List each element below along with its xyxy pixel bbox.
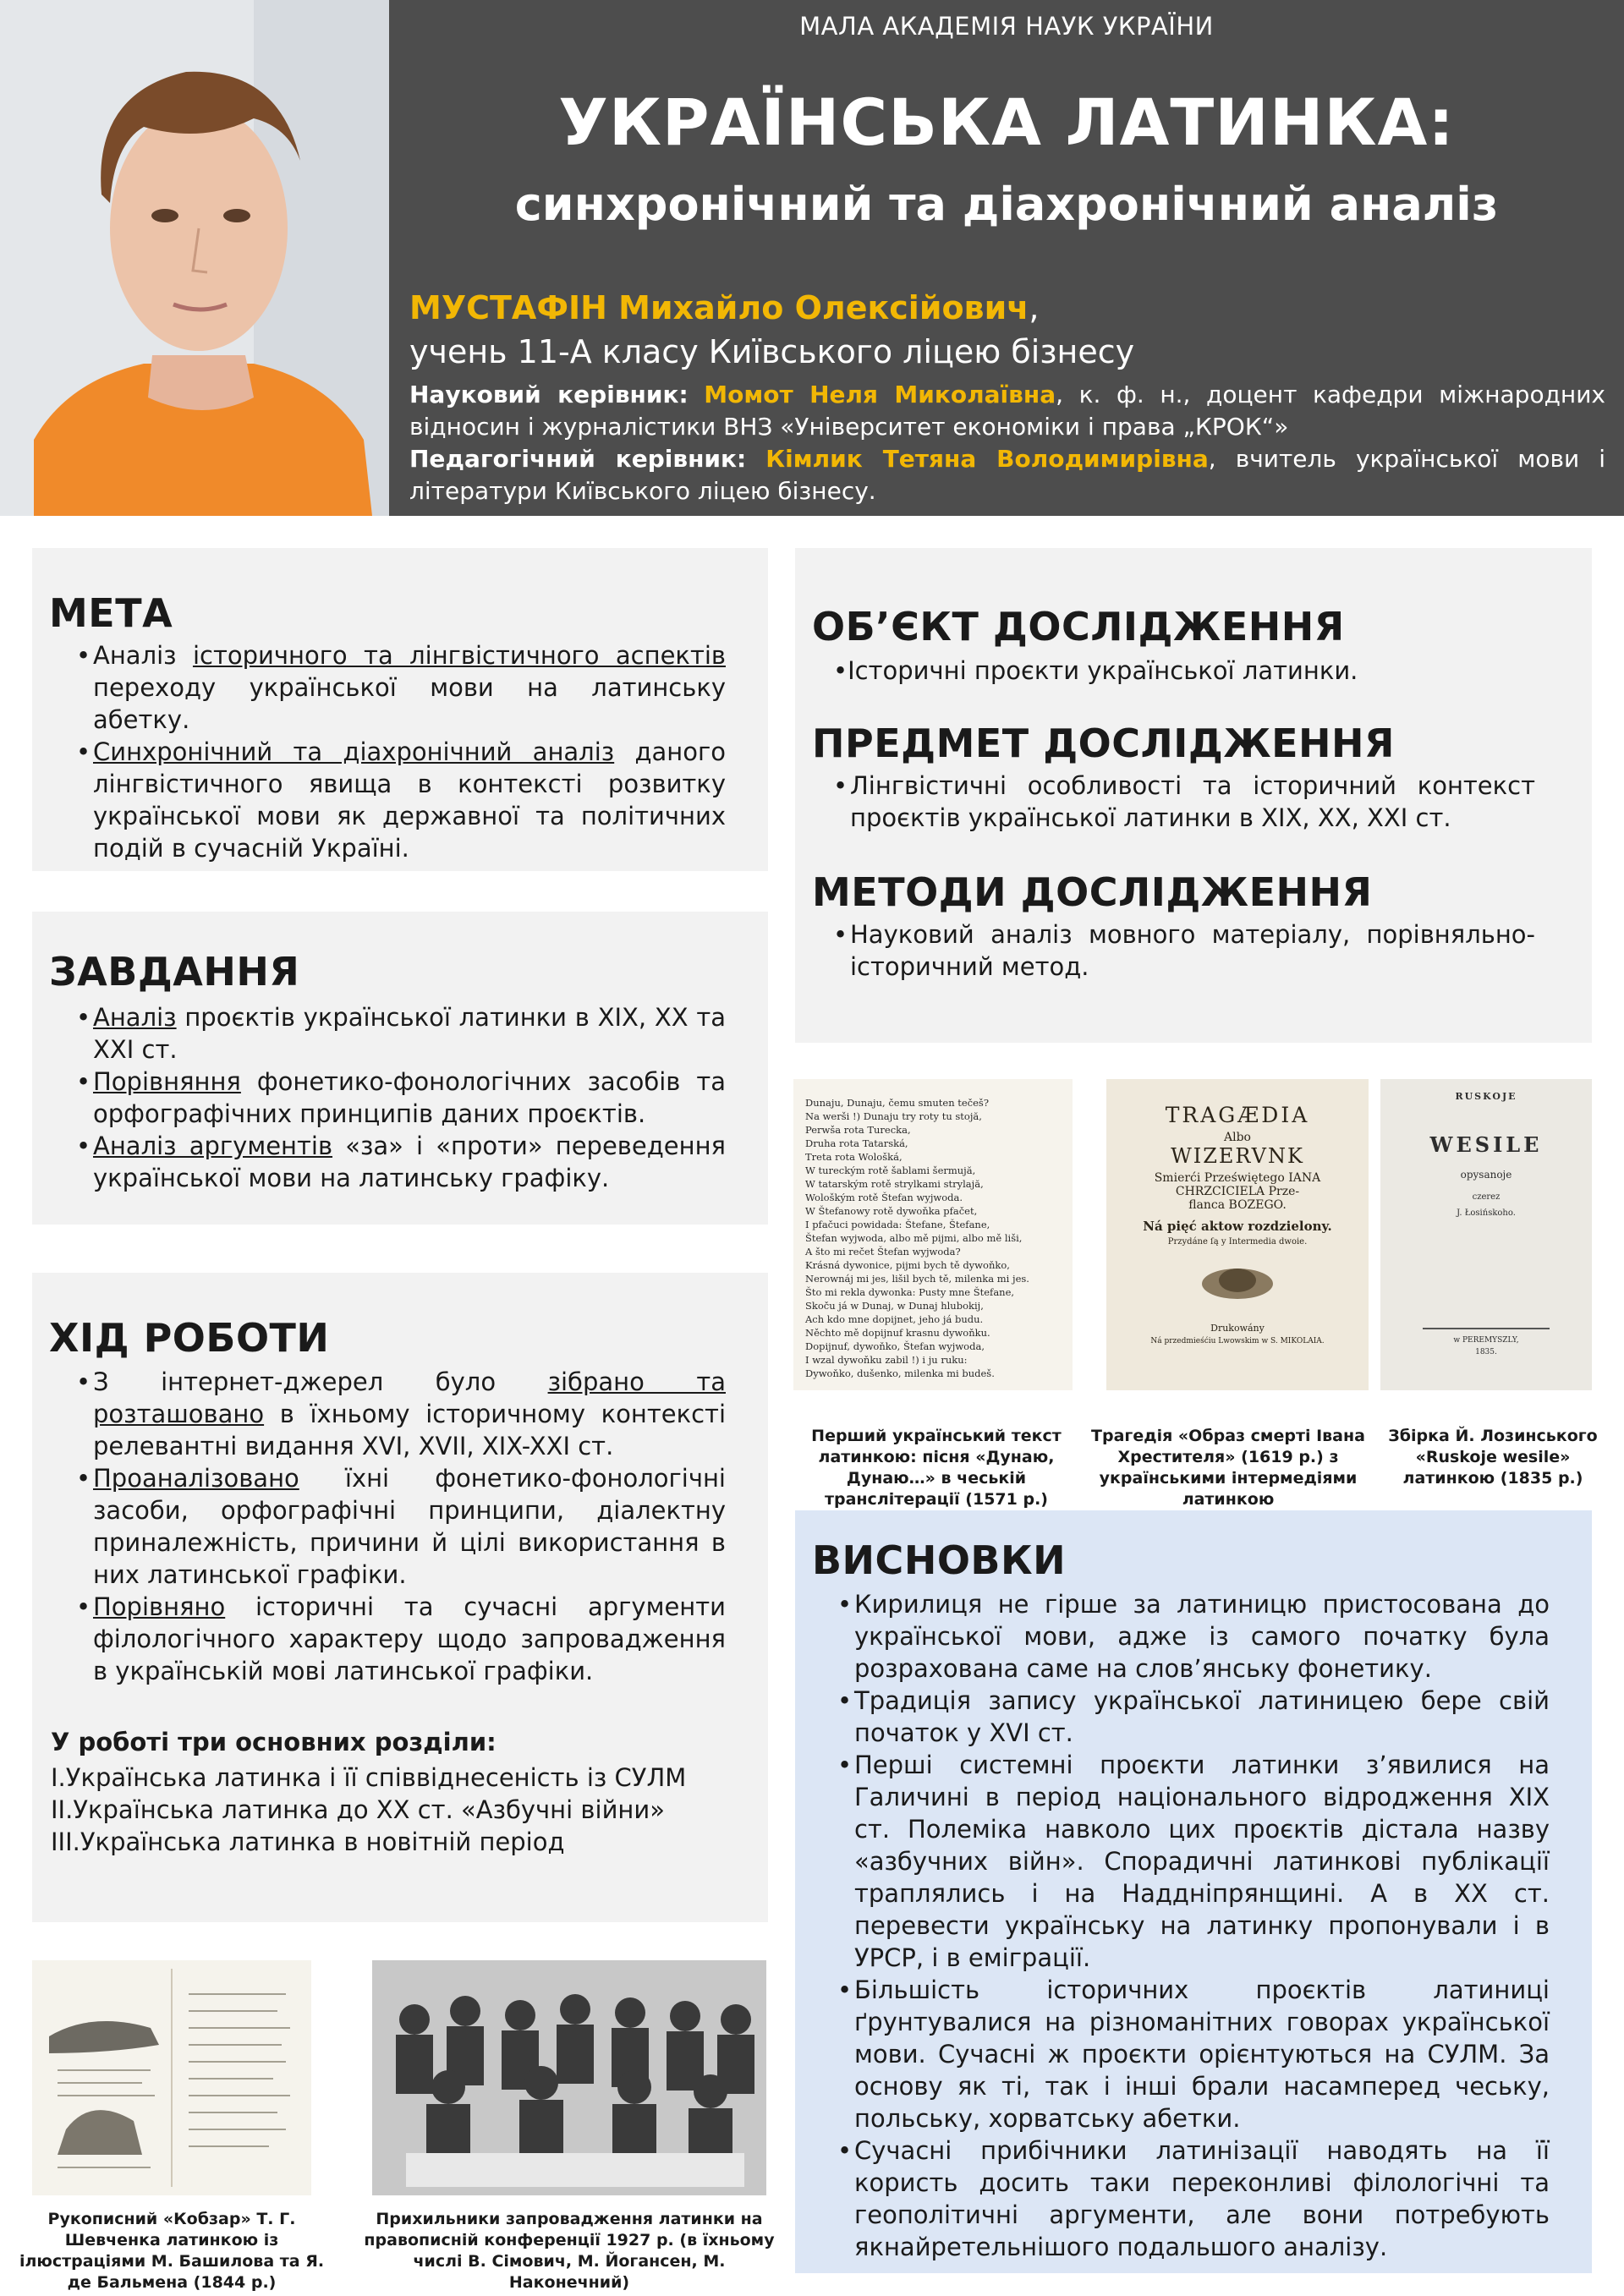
song-line: Krásná dywonice, pijmi bych tě dywoňko,: [805, 1259, 1010, 1271]
scientific-supervisor: [409, 379, 1605, 443]
song-line: Treta rota Wološká,: [805, 1151, 903, 1163]
tasks-section: [32, 912, 768, 1225]
conclusion-item: • Кирилиця не гірше за латиницю пристосована до української мови, адже із самого початку була розрахована саме на слов’янську фонетику.: [837, 1588, 1550, 1685]
song-line: Dunaju, Dunaju, čemu smuten tečeš?: [805, 1097, 990, 1109]
song-line: Perwša rota Turecka,: [805, 1124, 911, 1136]
author-class: учень 11-А класу Київського ліцею бізнесу: [409, 333, 1135, 370]
task-item: • Аналіз проєктів української латинки в XIX, XX та XXI ст.: [76, 1001, 726, 1066]
pedagogical-name: Кімлик Тетяна Володимирівна: [765, 445, 1209, 473]
scientific-details: , к. ф. н., доцент кафедри міжнародних відносин і журналістики ВНЗ «Університет економіки і права „КРОК“»: [409, 381, 1606, 441]
object-heading: ОБ’ЄКТ ДОСЛІДЖЕННЯ: [812, 604, 1345, 649]
conclusion-item: • Традиція запису української латиницею бере свій початок у XVI ст.: [837, 1685, 1550, 1749]
song-line: Druha rota Tatarská,: [805, 1137, 908, 1149]
sections-list: [51, 1762, 686, 1858]
organization-name: МАЛА АКАДЕМІЯ НАУК УКРАЇНИ: [799, 12, 1214, 41]
tasks-list: [76, 1001, 726, 1194]
tragedy-line: Ná pięć aktow rozdzielony.: [1143, 1219, 1332, 1234]
progress-item: • Порівняно історичні та сучасні аргументи філологічного характеру щодо запровадження в українській мові латинської графіки.: [76, 1591, 726, 1687]
wesile-line: WESILE: [1429, 1132, 1543, 1157]
manuscript-drawing: [32, 1960, 311, 2195]
song-line: I wzal dywoňku zabil !) i ju ruku:: [805, 1354, 968, 1366]
methods-heading: МЕТОДИ ДОСЛІДЖЕННЯ: [812, 869, 1373, 915]
section-item: I.Українська латинка і її співвіднесеність із СУЛМ: [51, 1763, 687, 1792]
progress-heading: ХІД РОБОТИ: [49, 1315, 330, 1361]
page-subtitle: синхронічний та діахронічний аналіз: [514, 178, 1499, 231]
wesile-line: w PEREMYSZLY,: [1453, 1336, 1519, 1345]
wesile-line: 1835.: [1475, 1348, 1497, 1356]
task-item: • Аналіз аргументів «за» і «проти» переведення української мови на латинську графіку.: [76, 1130, 726, 1194]
conclusion-item: • Більшість історичних проєктів латиниці ґрунтувалися на різноманітних говорах української мови. Сучасні ж проєкти орієнтуються на СУЛМ. За основу як ті, так і інші брали насамперед чеську, польську, хорватську абетки.: [837, 1974, 1550, 2134]
conclusions-list: [837, 1588, 1550, 2263]
subject-item: • Лінгвістичні особливості та історичний контекст проєктів української латинки в XIX, XX, XXI ст.: [833, 770, 1535, 834]
goal-list: [76, 639, 726, 864]
progress-item: • Проаналізовано їхні фонетико-фонологічні засоби, орфографічні принципи, діалектну приналежність, причини й цілі використання в них латинської графіки.: [76, 1462, 726, 1591]
wesile-line: J. Łosińskoho.: [1457, 1208, 1516, 1218]
tragedy-line: Smierći Przeświętego IANA: [1154, 1171, 1321, 1185]
song-line: Na werši !) Dunaju try roty tu stojă,: [805, 1110, 982, 1122]
caption-wesile: Збірка Й. Лозинського «Ruskoje wesile» латинкою (1835 р.): [1388, 1427, 1598, 1488]
author-line: [409, 289, 1039, 326]
section-item: III.Українська латинка в новітній період: [51, 1827, 565, 1856]
author-photo: [0, 0, 389, 516]
wesile-line: RUSKOJE: [1455, 1091, 1517, 1102]
portrait-image: [0, 0, 389, 516]
tragedy-line: CHRZCICIELA Prze-: [1175, 1185, 1300, 1198]
progress-item: • З інтернет-джерел було зібрано та розташовано в їхньому історичному контексті релевантні видання XVI, XVII, XIX-XXI ст.: [76, 1366, 726, 1462]
conference-photo: [372, 1960, 766, 2195]
song-line: Dopijnuf, dywoňko, Štefan wyjwoda,: [805, 1340, 985, 1352]
subject-list: [833, 770, 1535, 834]
song-line: A što mi rečet Štefan wyjwoda?: [805, 1246, 961, 1258]
sections-title: У роботі три основних розділи:: [51, 1728, 497, 1756]
caption-kobzar: Рукописний «Кобзар» Т. Г. Шевченка латинкою із ілюстраціями М. Башилова та Я. де Бальмена (1844 р.): [19, 2210, 325, 2292]
author-name: МУСТАФІН Михайло Олексійович: [409, 289, 1029, 326]
pedagogical-supervisor: [409, 443, 1605, 507]
goal-section: [32, 548, 768, 871]
pedagogical-details: , вчитель української мови і літератури Київського ліцею бізнесу.: [409, 445, 1605, 505]
conclusions-section: [795, 1510, 1592, 2273]
song-line: W Štefanowy rotě dywoňka pfačet,: [805, 1205, 978, 1217]
header-text: [389, 0, 1624, 516]
pedagogical-label: Педагогічний керівник:: [409, 445, 747, 473]
wesile-line: czerez: [1472, 1192, 1501, 1202]
tragedy-line: Ná przedmieśćiu Lwowskim w S. MIKOLAIA.: [1150, 1337, 1325, 1345]
divider-rule: [1423, 1328, 1550, 1329]
group-photo-drawing: [372, 1960, 766, 2195]
tasks-heading: ЗАВДАННЯ: [49, 949, 300, 995]
song-line: I pfačuci powidada: Štefane, Štefane,: [805, 1219, 990, 1230]
song-line: Štefan wyjwoda, albo mě pijmi, albo mě liši,: [805, 1232, 1023, 1244]
caption-song: Перший український текст латинкою: пісня «Дунаю, Дунаю…» в чеській транслітерації (1571 р.): [811, 1427, 1062, 1509]
wesile-line: opysanoje: [1460, 1169, 1512, 1181]
conclusions-heading: ВИСНОВКИ: [812, 1537, 1067, 1583]
goal-item: • Синхронічний та діахронічний аналіз даного лінгвістичного явища в контексті розвитку української мови як державної та політичних подій в сучасній Україні.: [76, 736, 726, 864]
tragedy-line: Albo: [1224, 1131, 1251, 1144]
tragedy-line: Przydáne ſą y Intermedia dwoie.: [1167, 1237, 1308, 1247]
conclusion-item: • Сучасні прибічники латинізації наводять на її користь досить таки переконливі філологічні та геополітичні аргументи, але вони потребують якнайретельнішого подальшого аналізу.: [837, 2134, 1550, 2263]
song-line: Něchto mě dopijnuf krasnu dywoňku.: [805, 1327, 990, 1339]
progress-list: [76, 1366, 726, 1687]
song-line: Ach kdo mne dopijnet, jeho já budu.: [805, 1313, 984, 1325]
kobzar-manuscript-image: [32, 1960, 311, 2195]
song-line: W tatarským rotě strylkami strylajă,: [805, 1178, 984, 1190]
tragedy-line: flanca BOZEGO.: [1188, 1198, 1287, 1212]
conclusion-item: • Перші системні проєкти латинки з’явилися на Галичині в період національного відродження XIX ст. Полеміка навколо цих проєктів дістала назву «азбучних війн». Спорадичні латинкові публікації траплялись і на Наддніпрянщині. А в XX ст. перевести українську на латинку пропонували і в УРСР, і в еміграції.: [837, 1749, 1550, 1974]
wesile-title-image: [1380, 1079, 1592, 1390]
goal-item: • Аналіз історичного та лінгвістичного аспектів переходу української мови на латинську абетку.: [76, 639, 726, 736]
goal-heading: МЕТА: [49, 590, 173, 636]
song-line: Što mi rekla dywonka: Pusty mne Štefane,: [805, 1286, 1015, 1298]
song-line: Dywoňko, dušenko, milenka mi budeš.: [805, 1367, 995, 1379]
scientific-name: Момот Неля Миколаївна: [704, 381, 1056, 408]
tragedy-line: Drukowány: [1210, 1323, 1265, 1334]
caption-conference: Прихильники запровадження латинки на правописній конференції 1927 р. (в їхньому числі В. Сімович, М. Йогансен, М. Наконечний): [364, 2210, 775, 2292]
methods-item: • Науковий аналіз мовного матеріалу, порівняльно-історичний метод.: [833, 918, 1535, 983]
ornament-icon: [1187, 1255, 1288, 1306]
song-line: Skoču já w Dunaj, w Dunaj hlubokij,: [805, 1300, 984, 1312]
subject-heading: ПРЕДМЕТ ДОСЛІДЖЕННЯ: [812, 721, 1395, 766]
object-text: •Історичні проєкти української латинки.: [833, 656, 1358, 685]
progress-section: [32, 1273, 768, 1922]
author-comma: ,: [1029, 289, 1040, 326]
methods-list: [833, 918, 1535, 983]
tragedy-line: TRAGÆDIA: [1165, 1103, 1310, 1127]
tragedy-title-image: [1106, 1079, 1369, 1390]
research-section: [795, 548, 1592, 1043]
caption-tragedy: Трагедія «Образ смерті Івана Хрестителя» (1619 р.) з українськими інтермедіями латинкою: [1091, 1427, 1365, 1509]
song-text-image: [793, 1079, 1073, 1390]
page-title: УКРАЇНСЬКА ЛАТИНКА:: [558, 85, 1455, 160]
song-line: Nerownáj mi jes, lišil bych tě, milenka mi jes.: [805, 1273, 1029, 1285]
task-item: • Порівняння фонетико-фонологічних засобів та орфографічних принципів даних проєктів.: [76, 1066, 726, 1130]
song-text-lines: [805, 1096, 1061, 1380]
scientific-label: Науковий керівник:: [409, 381, 689, 408]
song-line: W tureckým rotě šablami šermujă,: [805, 1164, 976, 1176]
section-item: II.Українська латинка до XX ст. «Азбучні війни»: [51, 1795, 665, 1824]
song-line: Wološkým rotě Štefan wyjwoda.: [805, 1192, 963, 1203]
tragedy-line: WIZERVNK: [1171, 1144, 1304, 1168]
